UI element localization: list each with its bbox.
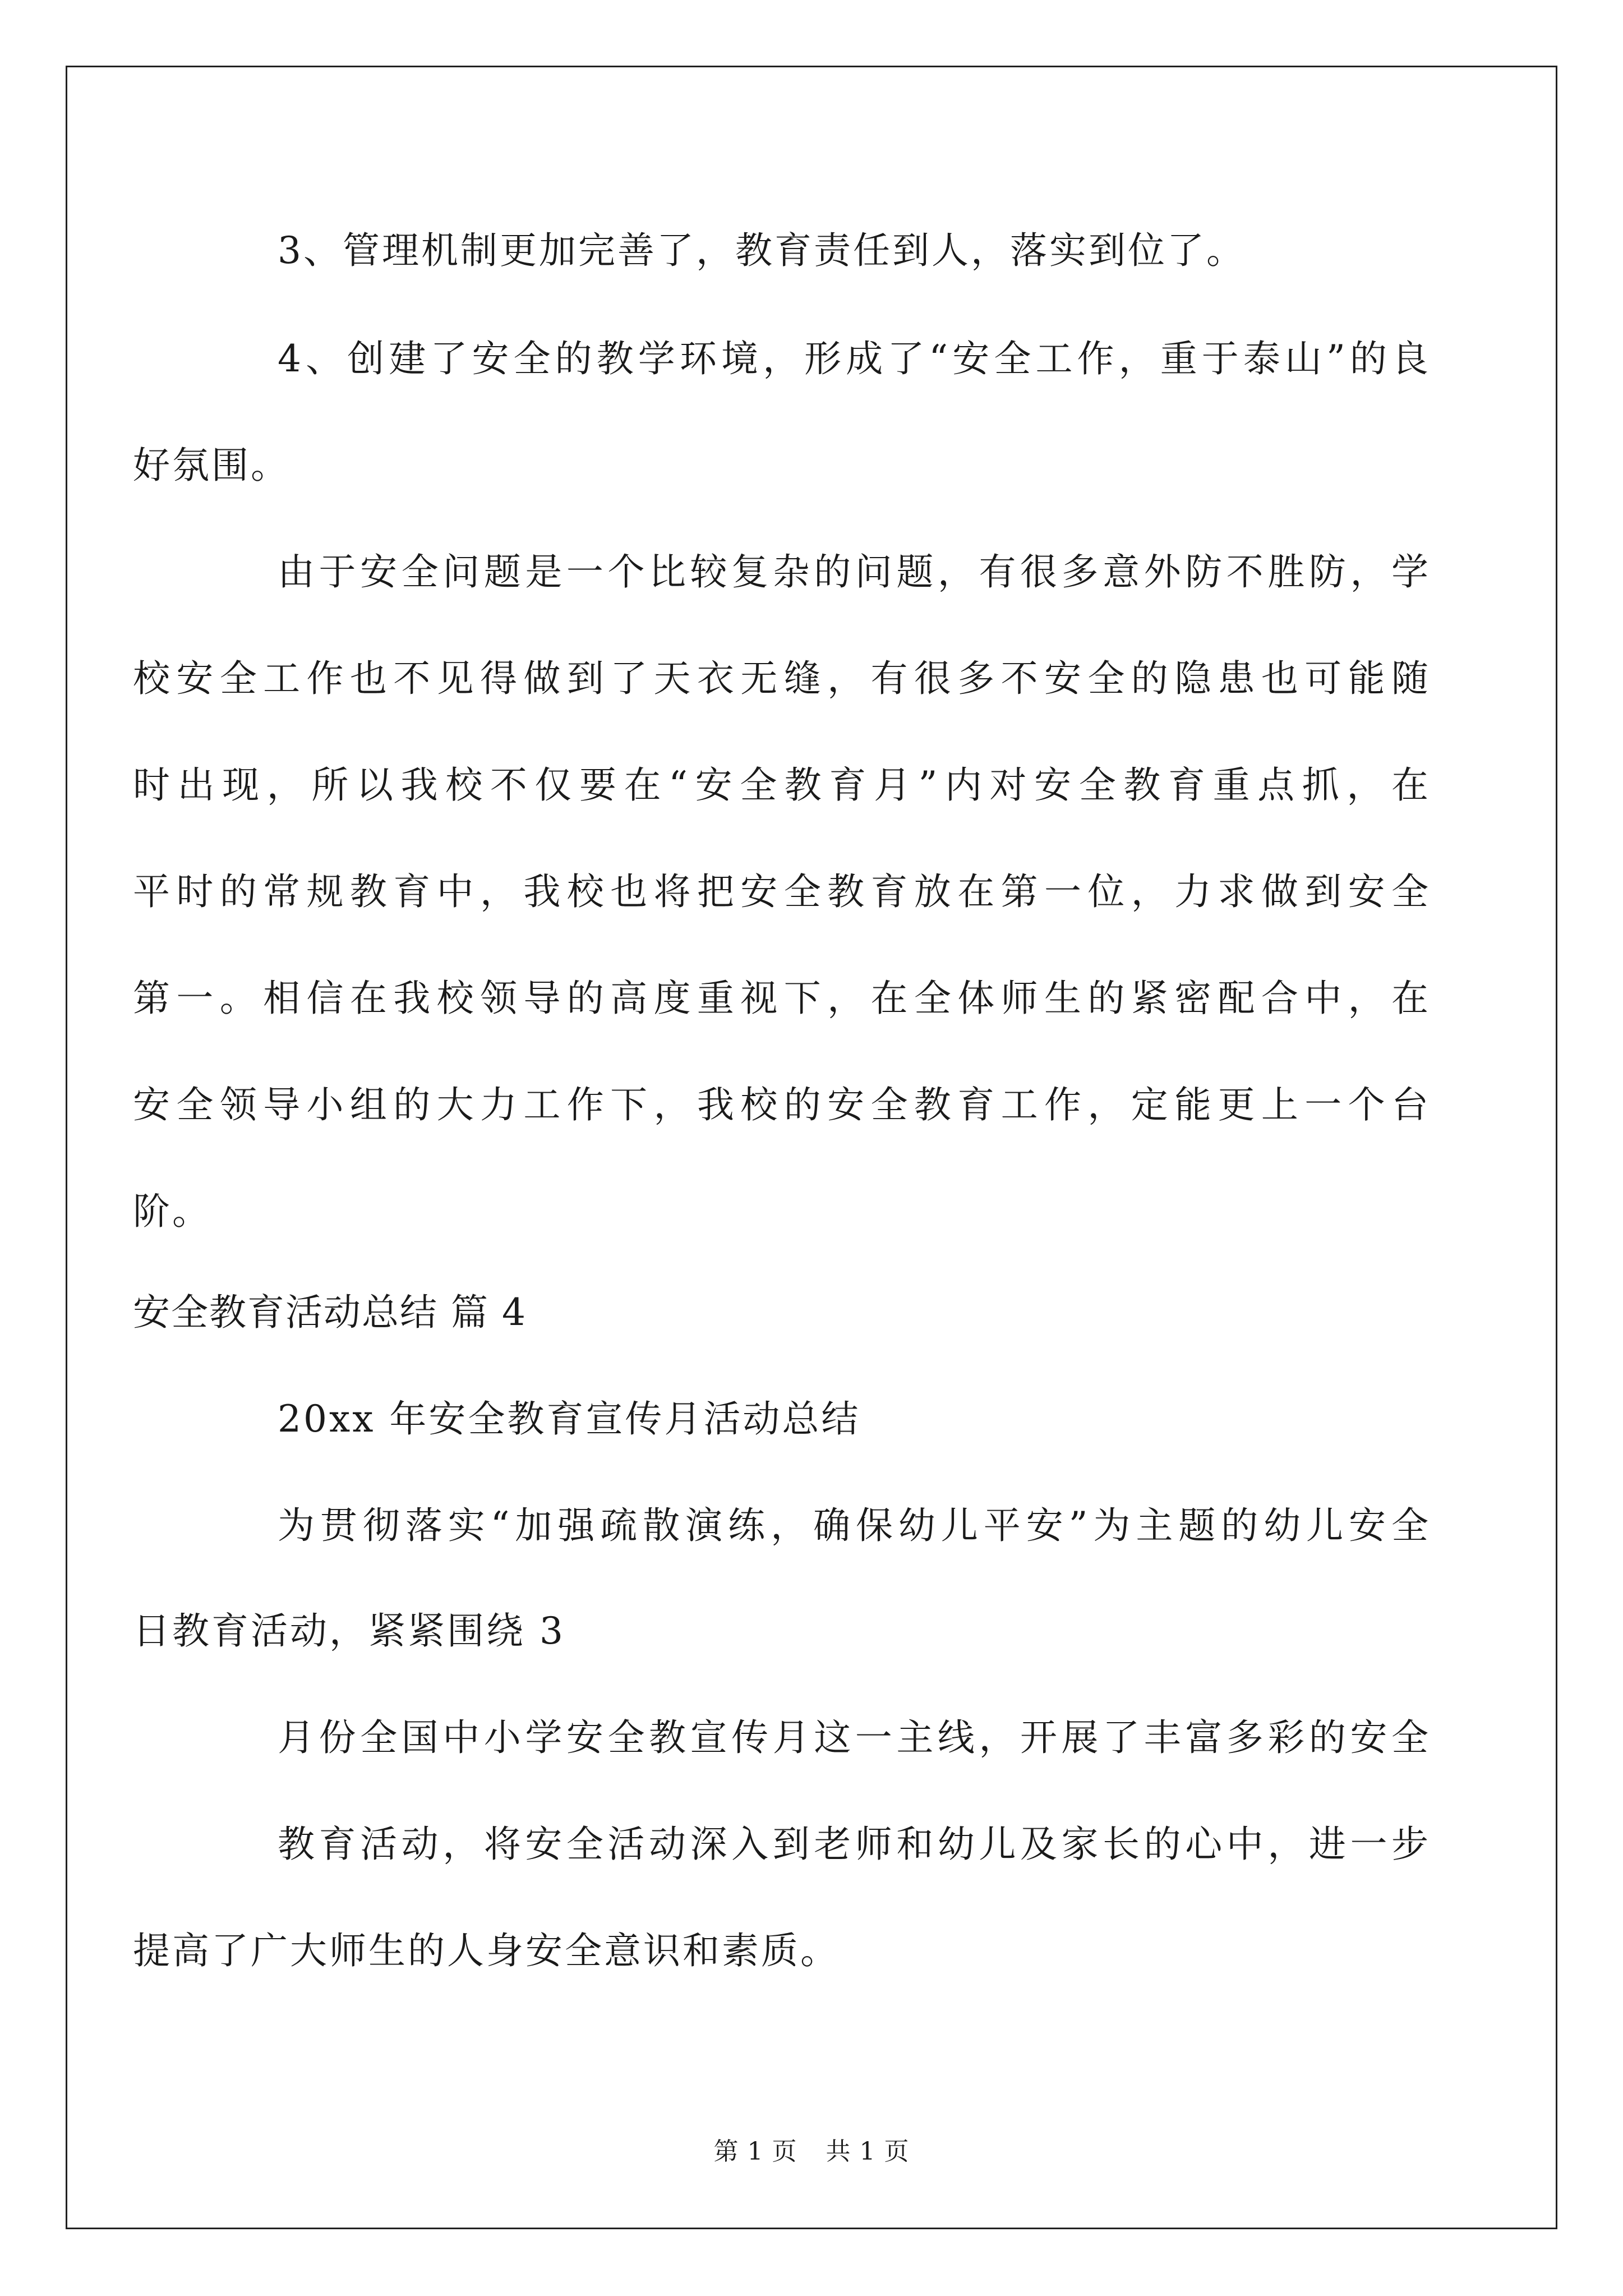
paragraph-line: 安全领导小组的大力工作下，我校的安全教育工作，定能更上一个台 (133, 1083, 1428, 1126)
page-number-total: 共 1 页 (826, 2137, 910, 2166)
paragraph-line: 日教育活动，紧紧围绕 3 (133, 1609, 565, 1653)
paragraph-line: 4、创建了安全的教学环境，形成了“安全工作，重于泰山”的良 (278, 337, 1428, 380)
page-number-current: 第 1 页 (713, 2137, 797, 2166)
section-heading: 安全教育活动总结 篇 4 (133, 1291, 527, 1334)
paragraph-line: 月份全国中小学安全教宣传月这一主线，开展了丰富多彩的安全 (278, 1716, 1428, 1759)
section-subtitle: 20xx 年安全教育宣传月活动总结 (278, 1397, 861, 1441)
paragraph-line: 时出现，所以我校不仅要在“安全教育月”内对安全教育重点抓，在 (133, 763, 1428, 807)
paragraph-line: 3、管理机制更加完善了，教育责任到人，落实到位了。 (278, 229, 1246, 272)
paragraph-line: 阶。 (133, 1190, 211, 1233)
paragraph-line: 好氛围。 (133, 444, 290, 487)
paragraph-line: 为贯彻落实“加强疏散演练，确保幼儿平安”为主题的幼儿安全 (278, 1504, 1428, 1547)
paragraph-line: 提高了广大师生的人身安全意识和素质。 (133, 1929, 840, 1972)
paragraph-line: 平时的常规教育中，我校也将把安全教育放在第一位，力求做到安全 (133, 870, 1428, 913)
paragraph-line: 第一。相信在我校领导的高度重视下，在全体师生的紧密配合中，在 (133, 977, 1428, 1020)
page-footer (0, 2137, 1623, 2166)
paragraph-line: 校安全工作也不见得做到了天衣无缝，有很多不安全的隐患也可能随 (133, 657, 1428, 700)
paragraph-line: 教育活动，将安全活动深入到老师和幼儿及家长的心中，进一步 (278, 1823, 1428, 1866)
page-border (66, 66, 1557, 2229)
paragraph-line: 由于安全问题是一个比较复杂的问题，有很多意外防不胜防，学 (278, 550, 1428, 593)
